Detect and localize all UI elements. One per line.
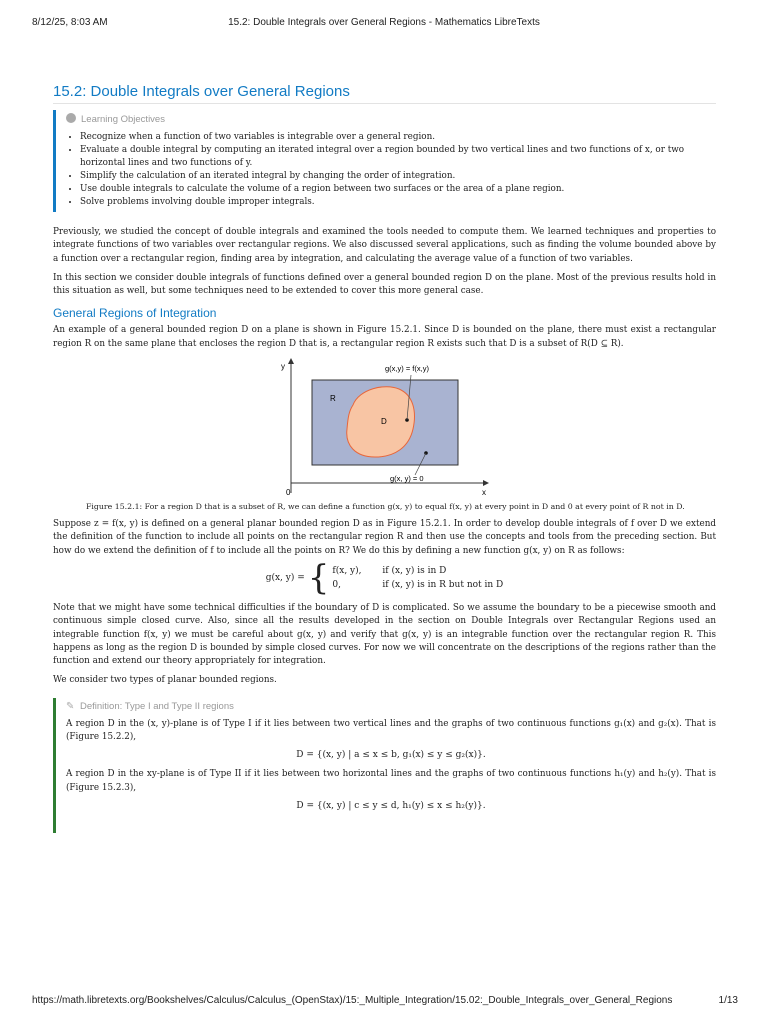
body-paragraph-4: We consider two types of planar bounded regions. bbox=[53, 675, 277, 686]
label-g-equals-0: g(x, y) = 0 bbox=[390, 474, 424, 484]
objective-item: • Evaluate a double integral by computing an iterated integral over a region bounded by two vertical lines and two functions of x, or two horizontal lines and two functions of y. bbox=[80, 144, 716, 170]
print-title: 15.2: Double Integrals over General Regions - Mathematics LibreTexts bbox=[228, 17, 540, 28]
objectives-list bbox=[66, 131, 716, 209]
equation-lhs: g(x, y) = bbox=[265, 572, 305, 583]
type-2-equation: D = {(x, y) | c ≤ y ≤ d, h₁(y) ≤ x ≤ h₂(y)}. bbox=[296, 800, 486, 811]
figure-caption: Figure 15.2.1: For a region D that is a subset of R, we can define a function g(x, y) to equal f(x, y) at every point in D and 0 at every point of R not in D. bbox=[86, 502, 685, 512]
intro-paragraph-1: Previously, we studied the concept of double integrals and examined the tools needed to compute them. We learned techniques and properties to integrate functions of two variables over rectangular regions. We also discussed several applications, such as finding the volume bounded above by a function over a rectangular region, finding area by integration, and calculating the average value of a function of two variables. bbox=[53, 227, 716, 264]
label-origin: 0 bbox=[286, 488, 291, 498]
definition-paragraph-1: A region D in the (x, y)-plane is of Type I if it lies between two vertical lines and the graphs of two continuous functions g₁(x) and g₂(x). That is (Figure 15.2.2), bbox=[66, 718, 716, 743]
cases bbox=[332, 564, 503, 592]
body-paragraph-2: Suppose z = f(x, y) is defined on a general planar bounded region D as in Figure 15.2.1. In order to develop double integrals of f over D we extend the definition of the function to include all points on the rectangular region R and then use the concepts and tools from the preceding section. But how do we extend the definition of f to include all the points on R? We do this by defining a new function g(x, y) on R as follows: bbox=[53, 519, 716, 556]
objective-item: • Recognize when a function of two variables is integrable over a general region. bbox=[80, 131, 716, 144]
objective-item: • Simplify the calculation of an iterated integral by changing the order of integration. bbox=[80, 170, 716, 183]
objectives-icon bbox=[66, 113, 76, 123]
case-1-condition: if (x, y) is in D bbox=[382, 565, 447, 576]
pencil-icon: ✎ bbox=[66, 700, 75, 712]
learning-objectives-title[interactable]: Learning Objectives bbox=[66, 113, 716, 125]
definition-box bbox=[53, 698, 716, 833]
body-paragraph-3: Note that we might have some technical difficulties if the boundary of D is complicated. So we assume the boundary to be a piecewise smooth and continuous simple closed curve. Also, since all the results developed in the section on Double Integrals over Rectangular Regions used an integrable function f(x, y) we must be careful about g(x, y) and verify that g(x, y) is an integrable function over the rectangular region R. This happens as long as the region D is bounded by simple closed curves. For now we will concentrate on the descriptions of the regions rather than the function and extend our theory appropriately for integration. bbox=[53, 602, 716, 667]
figure-15-2-1 bbox=[53, 357, 716, 497]
label-y: y bbox=[281, 362, 285, 372]
x-axis-arrow bbox=[483, 480, 489, 486]
y-axis-arrow bbox=[288, 358, 294, 364]
print-datetime: 8/12/25, 8:03 AM bbox=[32, 17, 108, 28]
case-2-condition: if (x, y) is in R but not in D bbox=[382, 579, 504, 590]
type-1-equation: D = {(x, y) | a ≤ x ≤ b, g₁(x) ≤ y ≤ g₂(x)}. bbox=[296, 750, 486, 761]
label-x: x bbox=[482, 488, 486, 498]
label-R: R bbox=[330, 394, 336, 404]
piecewise-definition bbox=[53, 557, 716, 598]
page-title: 15.2: Double Integrals over General Regions bbox=[53, 83, 716, 104]
learning-objectives-box bbox=[53, 110, 716, 212]
article bbox=[53, 83, 716, 833]
case-1-value: f(x, y), bbox=[332, 565, 362, 576]
section-heading: General Regions of Integration bbox=[53, 306, 217, 321]
left-brace: { bbox=[307, 557, 330, 598]
definition-paragraph-2: A region D in the xy-plane is of Type II if it lies between two horizontal lines and the graphs of two continuous functions h₁(y) and h₂(y). That is (Figure 15.2.3), bbox=[66, 769, 716, 793]
case-2-value: 0, bbox=[332, 579, 342, 590]
page-number: 1/13 bbox=[718, 995, 738, 1006]
page-url: https://math.libretexts.org/Bookshelves/Calculus/Calculus_(OpenStax)/15:_Multiple_Integration/15.02:_Double_Integrals_over_General_Regions bbox=[32, 995, 673, 1006]
objective-item: • Use double integrals to calculate the volume of a region between two surfaces or the area of a plane region. bbox=[80, 183, 716, 196]
definition-title[interactable]: ✎ Definition: Type I and Type II regions bbox=[66, 700, 234, 712]
label-D: D bbox=[381, 417, 387, 427]
label-g-equals-f: g(x,y) = f(x,y) bbox=[385, 364, 429, 374]
region-diagram bbox=[53, 357, 716, 497]
intro-paragraph-2: In this section we consider double integrals of functions defined over a general bounded region D on the plane. Most of the previous results hold in this situation as well, but some techniques need to be extended to cover this more general case. bbox=[53, 272, 716, 297]
section-paragraph-1: An example of a general bounded region D on a plane is shown in Figure 15.2.1. Since D is bounded on the plane, there must exist a rectangular region R on the same plane that encloses the region D that is, a rectangular region R exists such that D is a subset of R(D ⊆ R). bbox=[53, 325, 716, 349]
objective-item: • Solve problems involving double improper integrals. bbox=[80, 196, 716, 209]
